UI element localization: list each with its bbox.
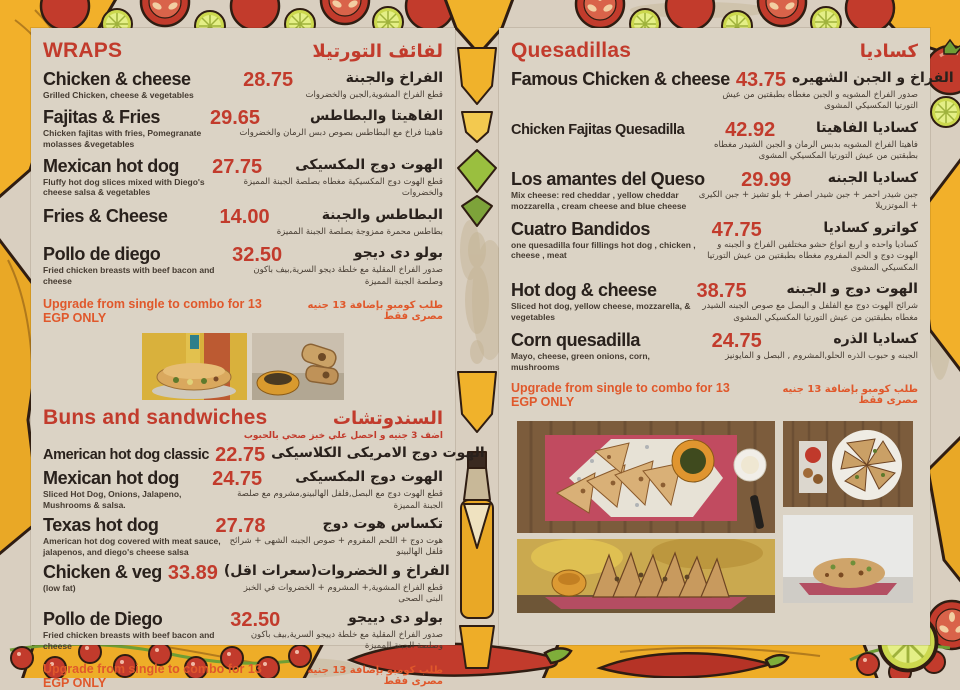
item-desc-ar: شرائح الهوت دوج مع الفلفل و البصل مع صوص الجبنه الشيدر مغطاه بطبقتين من عيش التورتيا المكسيكي المشوى xyxy=(702,301,918,323)
item-desc-en: Sliced Hot Dog, Onions, Jalapeno, Mushrooms & salsa. xyxy=(43,489,182,510)
wraps-upgrade-note xyxy=(43,297,443,325)
item-name-ar: الهوت دوج الامريكى الكلاسيكى xyxy=(271,445,485,462)
item-desc-ar: جبن شيدر احمر + جبن شيدر اصفر + بلو تشيز + جبن الكيرى + الموتزريلا xyxy=(698,189,918,212)
item-name-ar: البطاطس والجبنة xyxy=(321,206,443,223)
item-price: 29.65 xyxy=(210,107,261,130)
photo-quesadilla-wedges-plate xyxy=(783,421,913,507)
item-name-en: Mexican hot dog xyxy=(43,155,180,176)
menu-item-cuatro-bandidos xyxy=(511,220,918,274)
item-desc-en: one quesadilla four fillings hot dog , chicken , cheese , meat xyxy=(511,239,696,261)
upgrade-note-ar: طلب كومبو بإضافة 13 جنيه مصرى فقط xyxy=(782,384,918,407)
item-name-ar: الفراخ و الجبن الشهيره xyxy=(791,70,954,86)
item-price: 42.92 xyxy=(725,118,776,141)
left-menu-panel xyxy=(31,28,485,690)
left-panel-photos xyxy=(43,333,443,400)
photo-hot-dog-sandwich xyxy=(142,333,247,400)
menu-item-chicken-fajitas-quesadilla xyxy=(511,120,918,163)
item-name-ar: كواترو كساديا xyxy=(823,219,918,236)
item-desc-en: (low fat) xyxy=(43,582,76,593)
item-price: 32.50 xyxy=(232,244,283,267)
item-name-ar: الفاهيتا والبطاطس xyxy=(310,108,443,125)
item-name-en: Fries & Cheese xyxy=(43,205,168,226)
wraps-title-en: WRAPS xyxy=(43,39,123,62)
item-name-en: Texas hot dog xyxy=(43,515,159,535)
item-desc-ar: بطاطس محمرة ممزوجة بصلصة الجبنة المميزة xyxy=(276,226,443,237)
item-name-ar: كساديا الجبنه xyxy=(827,169,918,186)
quesadilla-photo-collage xyxy=(511,421,918,613)
item-name-en: Hot dog & cheese xyxy=(511,280,657,301)
item-price: 38.75 xyxy=(696,280,747,303)
item-name-en: Chicken & cheese xyxy=(43,69,191,89)
item-desc-en: American hot dog covered with meat sauce, jalapenos, and diego's cheese salsa xyxy=(43,536,221,557)
item-name-en: Cuatro Bandidos xyxy=(511,218,651,239)
item-name-ar: الهوت دوج المكسيكى xyxy=(295,469,443,486)
upgrade-note-ar: طلب كومبو بإضافة 13 جنيه مصرى فقط xyxy=(307,300,443,323)
item-desc-en: Chicken fajitas with fries, Pomegranate molasses &vegetables xyxy=(43,128,202,150)
buns-upgrade-note xyxy=(43,662,443,690)
item-price: 22.75 xyxy=(215,444,266,467)
item-name-en: Mexican hot dog xyxy=(43,468,180,489)
quesadillas-section-header xyxy=(511,39,918,63)
quesadillas-upgrade-note xyxy=(511,381,918,409)
item-name-en: Famous Chicken & cheese xyxy=(511,69,730,89)
photo-quesadilla-row-red-plate xyxy=(517,539,775,613)
item-desc-ar: الجبنه و حبوب الذره الحلو,المشروم , البصل و المايونيز xyxy=(725,351,918,362)
item-desc-en: Fried chicken breasts with beef bacon and cheese xyxy=(43,265,215,286)
item-desc-ar: كساديا واحده و اربع انواع حشو مختلفين الفراخ و الجبنه و الهوت دوج و الحم المفروم مغطاه بطبقتين من عيش التورتيا المكسيكي المشوى xyxy=(707,239,918,273)
buns-healthy-bread-note: اضف 3 جنيه و احصل علي خبز صحي بالحبوب xyxy=(243,431,443,442)
menu-item-hot-dog-cheese xyxy=(511,281,918,324)
item-name-en: Corn quesadilla xyxy=(511,330,641,351)
photo-wrap-with-bowl xyxy=(252,333,344,400)
menu-item-famous-chicken-cheese xyxy=(511,69,954,113)
item-price: 43.75 xyxy=(735,69,786,91)
item-desc-en: Sliced hot dog, yellow cheese, mozzarella, & vegetables xyxy=(511,301,691,322)
menu-item-pollo-de-diego-bun xyxy=(43,610,443,653)
item-name-en: Los amantes del Queso xyxy=(511,168,705,189)
menu-item-mexican-hot-dog-wrap xyxy=(43,157,443,200)
buns-section-header xyxy=(43,406,443,430)
item-price: 27.78 xyxy=(215,515,266,537)
item-price: 32.50 xyxy=(230,608,281,631)
menu-item-chicken-cheese xyxy=(43,70,443,101)
item-name-en: Chicken Fajitas Quesadilla xyxy=(511,121,685,138)
menu-item-los-amantes-del-queso xyxy=(511,170,918,213)
buns-title-en: Buns and sandwiches xyxy=(43,406,268,430)
item-price: 28.75 xyxy=(243,69,294,91)
item-price: 29.99 xyxy=(741,168,792,191)
menu-item-fajitas-fries xyxy=(43,108,443,149)
item-name-ar: الفراخ والجبنة xyxy=(345,70,443,86)
item-name-ar: الهوت دوج المكسيكى xyxy=(295,156,443,173)
item-price: 27.75 xyxy=(212,155,263,178)
item-desc-ar: صدور الفراخ المقلية مع خلطة دييجو السرية,بيف باكون وصلصة الجبنة المميزة xyxy=(250,629,443,652)
wraps-section-header xyxy=(43,39,443,63)
item-name-ar: كساديا الذره xyxy=(833,331,918,348)
item-name-en: American hot dog classic xyxy=(43,447,210,464)
item-name-en: Fajitas & Fries xyxy=(43,107,161,128)
item-desc-ar: فاهيتا فراخ مع البطاطس بصوص دبس الرمان والخضروات xyxy=(239,128,443,139)
item-desc-ar: قطع الفراخ المشوية,+ المشروم + الخضروات في الخبز البنى الصحى xyxy=(243,582,443,605)
item-price: 33.89 xyxy=(167,561,218,584)
item-price: 24.75 xyxy=(711,330,762,353)
menu-item-corn-quesadilla xyxy=(511,331,918,372)
upgrade-note-en: Upgrade from single to combo for 13 EGP ONLY xyxy=(511,381,730,410)
item-name-en: Pollo de diego xyxy=(43,244,161,265)
item-desc-en: Mix cheese: red cheddar , yellow cheddar mozzarella , cream cheese and blue cheese xyxy=(511,189,687,211)
item-desc-ar: قطع الهوت دوج مع البصل,فلفل الهالبينو,مشروم مع صلصة الجبنة المميزة xyxy=(237,489,443,511)
photo-quesadilla-platter-top-view xyxy=(517,421,775,533)
menu-item-texas-hot-dog xyxy=(43,516,443,559)
item-desc-en: Mayo, cheese, green onions, corn, mushrooms xyxy=(511,351,650,372)
item-name-ar: تكساس هوت دوج xyxy=(322,516,443,532)
item-price: 47.75 xyxy=(711,218,762,241)
item-name-ar: كساديا الفاهيتا xyxy=(816,119,918,136)
item-name-en: Pollo de Diego xyxy=(43,608,163,629)
upgrade-note-ar: طلب كومبو بإضافة 13 جنيه مصرى فقط xyxy=(307,664,443,687)
item-price: 14.00 xyxy=(219,205,270,228)
menu-item-mexican-hot-dog-bun xyxy=(43,469,443,512)
quesadillas-title-ar: كساديا xyxy=(859,41,918,62)
item-desc-ar: قطع الهوت دوج المكسيكية مغطاه بصلصة الجبنة المميزة والخضروات xyxy=(243,176,443,199)
item-desc-ar: قطع الفراخ المشوية,الجبن والخضروات xyxy=(305,90,443,100)
item-desc-ar: صدور الفراخ المقلية مع خلطة ديجو السرية,بيف باكون وصلصة الجبنة المميزة xyxy=(253,265,443,287)
photo-loaded-plate-white-bg xyxy=(783,515,913,603)
item-name-ar: بولو دى دييجو xyxy=(348,609,443,626)
item-desc-en: Fluffy hot dog slices mixed with Diego's cheese salsa & vegetables xyxy=(43,176,205,198)
upgrade-note-en: Upgrade from single to combo for 13 EGP ONLY xyxy=(43,661,262,690)
item-desc-ar: صدور الفراخ المشويه و الجبن مغطاه بطبقتين من عيش التورتيا المكسيكي المشوى xyxy=(722,90,918,112)
item-name-en: Chicken & veg xyxy=(43,561,162,582)
menu-item-chicken-veg xyxy=(43,561,450,606)
menu-item-fries-cheese xyxy=(43,207,443,238)
item-desc-en: Grilled Chicken, cheese & vegetables xyxy=(43,90,194,100)
wraps-title-ar: لفائف التورتيلا xyxy=(312,41,443,62)
item-name-ar: الهوت دوج و الجبنه xyxy=(786,281,918,298)
menu-item-american-hot-dog xyxy=(43,444,485,467)
item-desc-ar: هوت دوج + اللحم المفروم + صوص الجبنه الشهى + شرائح فلفل الهالبينو xyxy=(229,536,443,558)
quesadillas-title-en: Quesadillas xyxy=(511,39,632,62)
item-name-ar: الفراخ و الخضروات(سعرات اقل) xyxy=(223,562,450,579)
item-price: 24.75 xyxy=(212,468,263,491)
item-name-ar: بولو دى ديجو xyxy=(353,245,443,262)
upgrade-note-en: Upgrade from single to combo for 13 EGP ONLY xyxy=(43,297,262,326)
buns-title-ar: السندوتشات xyxy=(332,408,443,430)
menu-item-pollo-de-diego-wrap xyxy=(43,245,443,288)
quesadillas-panel xyxy=(499,28,954,645)
item-desc-ar: فاهيتا الفراخ المشويه بدبس الرمان و الجبن الشيدر مغطاه بطبقتين من عيش التورتيا المكسيكي المشوى xyxy=(714,139,918,162)
item-desc-en: Fried chicken breasts with beef bacon and cheese xyxy=(43,629,215,651)
